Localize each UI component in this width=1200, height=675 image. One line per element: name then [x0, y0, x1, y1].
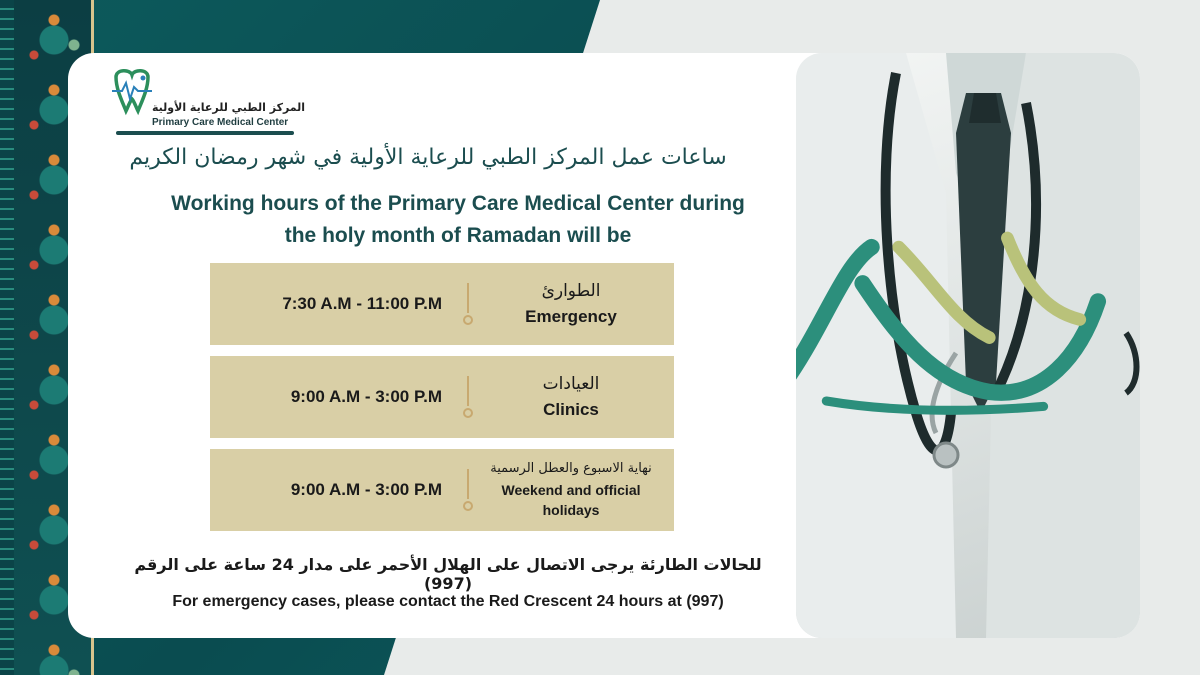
page-title-en [108, 188, 808, 252]
schedule-label-en: Clinics [543, 400, 599, 419]
ornament-icon [463, 315, 473, 325]
ornament-icon [463, 408, 473, 418]
schedule-hours: 7:30 A.M - 11:00 P.M [282, 294, 442, 313]
doctor-photo [796, 53, 1140, 638]
row-divider [467, 469, 469, 499]
logo-name-ar: المركز الطبي للرعاية الأولية [152, 101, 306, 114]
ramadan-calligraphy-icon [796, 53, 1116, 612]
schedule-row-clinics [210, 356, 674, 438]
title-en-line-2: the holy month of Ramadan will be [284, 224, 632, 247]
logo-underline [116, 131, 294, 135]
schedule-label [476, 449, 666, 531]
schedule-hours: 9:00 A.M - 3:00 P.M [290, 480, 442, 499]
schedule-label-ar: الطوارئ [541, 281, 601, 301]
row-divider [467, 283, 469, 313]
schedule-label [476, 356, 666, 438]
announcement-card [68, 53, 1140, 638]
schedule-label-en-line-2: holidays [542, 501, 600, 518]
schedule-row-emergency [210, 263, 674, 345]
emergency-note-ar: للحالات الطارئة يرجى الاتصال على الهلال الأحمر على مدار 24 ساعة على الرقم (997) [134, 555, 762, 593]
tooth-heartbeat-logo-icon [110, 67, 154, 119]
schedule-label [476, 263, 666, 345]
schedule-label-en [502, 480, 641, 520]
row-divider [467, 376, 469, 406]
schedule-label-ar: نهاية الاسبوع والعطل الرسمية [490, 460, 652, 476]
ornament-icon [463, 501, 473, 511]
schedule-label-en-line-1: Weekend and official [501, 481, 641, 498]
logo-name-en: Primary Care Medical Center [152, 117, 289, 128]
title-en-line-1: Working hours of the Primary Care Medical Center during [171, 192, 745, 215]
schedule-row-weekend [210, 449, 674, 531]
schedule-label-en: Emergency [525, 307, 617, 326]
schedule-hours: 9:00 A.M - 3:00 P.M [290, 387, 442, 406]
page-title-ar: ساعات عمل المركز الطبي للرعاية الأولية في شهر رمضان الكريم [129, 145, 727, 170]
emergency-note-en: For emergency cases, please contact the Red Crescent 24 hours at (997) [172, 593, 724, 610]
pattern-border-edge [0, 0, 14, 675]
schedule-label-ar: العيادات [542, 374, 600, 394]
